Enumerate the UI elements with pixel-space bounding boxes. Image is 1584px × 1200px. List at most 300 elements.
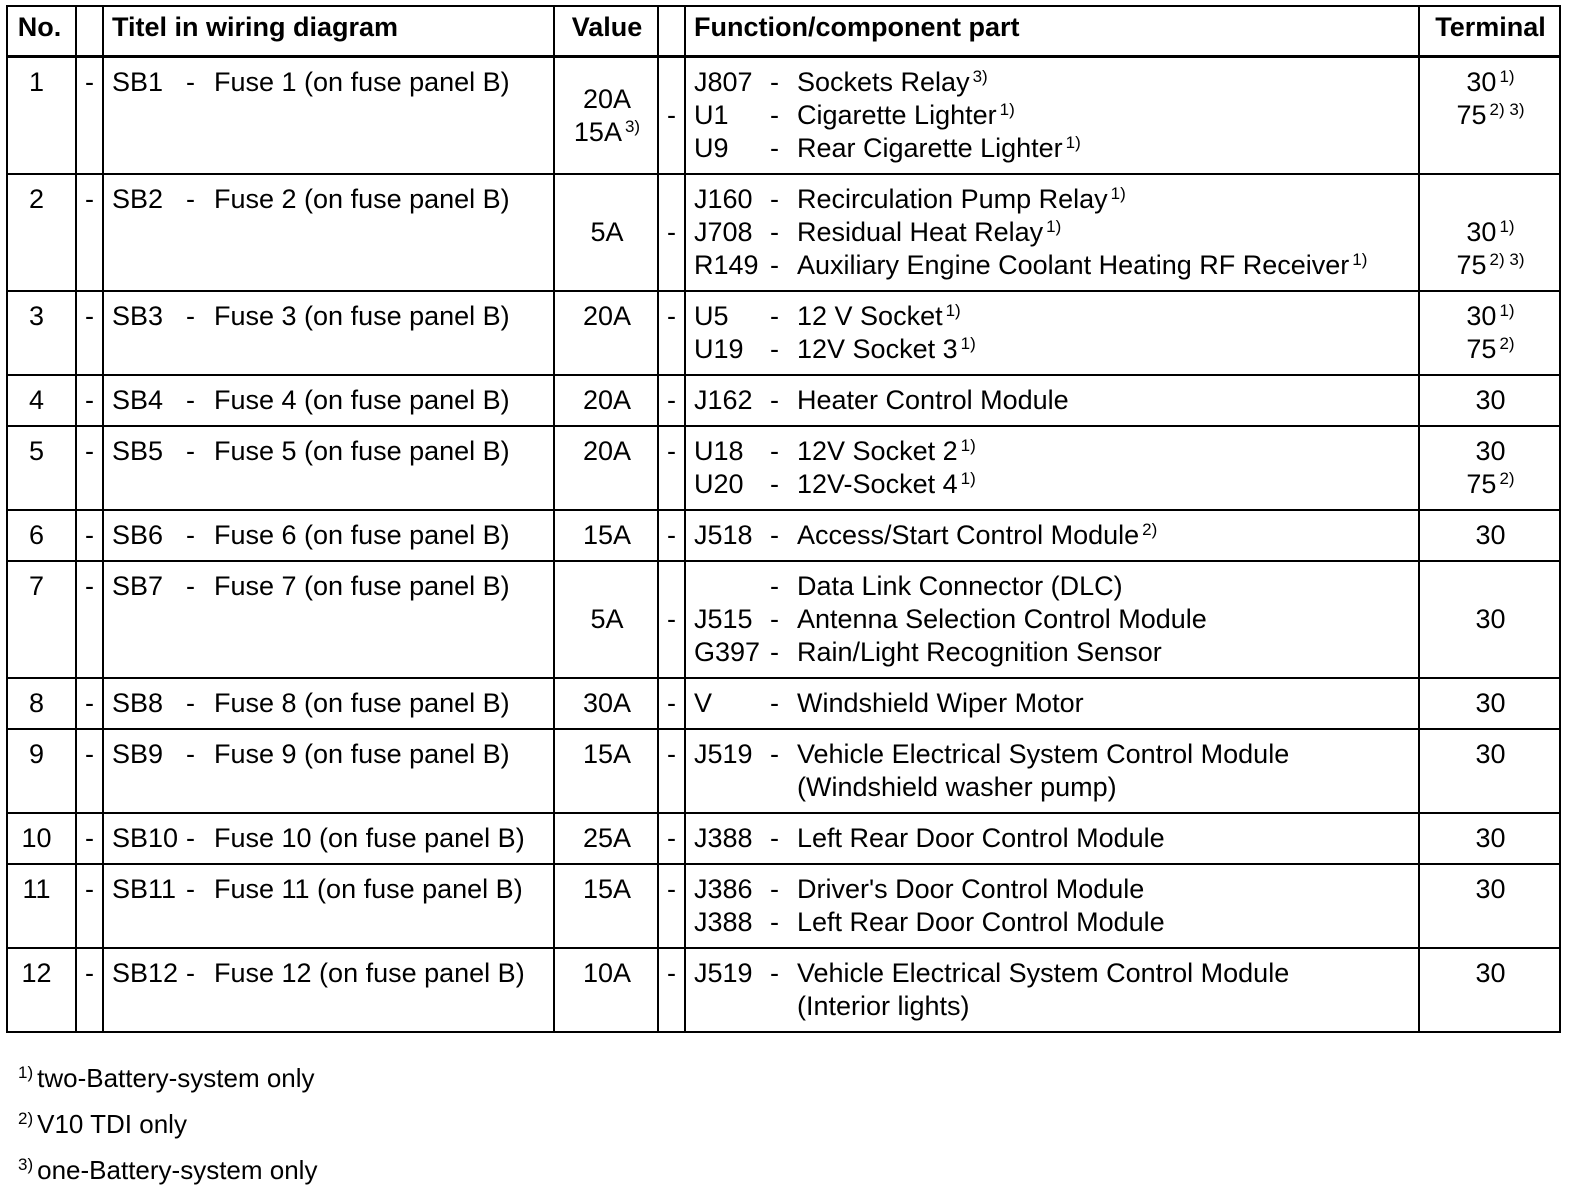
- component-code: U9: [694, 133, 729, 163]
- fuse-code: SB4: [112, 385, 164, 415]
- table-row: [7, 291, 1560, 375]
- component-list: [685, 678, 1419, 729]
- component-line: [694, 333, 1412, 366]
- terminal-line: [1428, 738, 1553, 771]
- component-name: 12 V Socket: [797, 301, 943, 331]
- component-code: U5: [694, 301, 729, 331]
- fuse-code: SB6: [112, 520, 164, 550]
- fuse-number: 3: [7, 291, 76, 375]
- separator-dash: -: [770, 907, 779, 937]
- component-list: [685, 864, 1419, 948]
- terminal-line: [1428, 333, 1553, 366]
- component-note: 1): [1352, 250, 1368, 269]
- fuse-code: SB8: [112, 688, 164, 718]
- component-name: Rear Cigarette Lighter: [797, 133, 1063, 163]
- fuse-title: [103, 864, 554, 948]
- table-row: [7, 813, 1560, 864]
- separator-dash: -: [658, 174, 685, 291]
- fuse-description: Fuse 12 (on fuse panel B): [214, 958, 525, 988]
- component-name: Left Rear Door Control Module: [797, 907, 1165, 937]
- component-note: 1): [960, 469, 976, 488]
- fuse-code: SB1: [112, 67, 164, 97]
- footnote-text: one-Battery-system only: [37, 1155, 318, 1185]
- component-note: 1): [1046, 217, 1062, 236]
- separator-dash: -: [658, 948, 685, 1032]
- component-name: Sockets Relay: [797, 67, 970, 97]
- component-code: J518: [694, 520, 753, 550]
- component-line: [694, 183, 1412, 216]
- terminal-text: 30: [1466, 301, 1497, 331]
- terminal-line: [1428, 603, 1553, 636]
- component-line: [694, 132, 1412, 165]
- component-code: J519: [694, 958, 753, 988]
- component-line: [694, 636, 1412, 669]
- value-text: 20A: [582, 83, 632, 114]
- separator-dash: -: [770, 637, 779, 667]
- separator-dash: -: [658, 561, 685, 678]
- footnote: [18, 1101, 317, 1147]
- value-line: [563, 435, 651, 468]
- separator-dash: -: [76, 561, 103, 678]
- component-line: [694, 957, 1412, 990]
- fuse-description: Fuse 3 (on fuse panel B): [214, 301, 510, 331]
- footnote: [18, 1055, 317, 1101]
- value-text: 10A: [582, 958, 632, 988]
- terminal-note: 1): [1499, 217, 1515, 236]
- component-name: Driver's Door Control Module: [797, 874, 1145, 904]
- terminal: [1419, 57, 1560, 175]
- fuse-value: [554, 561, 658, 678]
- terminal-line: [1428, 99, 1553, 132]
- terminal: [1419, 948, 1560, 1032]
- table-row: [7, 510, 1560, 561]
- fuse-title: [103, 174, 554, 291]
- terminal: [1419, 813, 1560, 864]
- fuse-title: [103, 561, 554, 678]
- component-name: Cigarette Lighter: [797, 100, 997, 130]
- header-title: Titel in wiring diagram: [103, 6, 554, 57]
- component-note: 1): [1065, 133, 1081, 152]
- component-list: [685, 561, 1419, 678]
- separator-dash: -: [770, 100, 779, 130]
- table-row: [7, 174, 1560, 291]
- component-note: 1): [960, 334, 976, 353]
- value-line: [563, 957, 651, 990]
- component-line: [694, 99, 1412, 132]
- value-text: 30A: [582, 688, 632, 718]
- separator-dash: -: [186, 739, 195, 769]
- value-text: 15A: [582, 739, 632, 769]
- separator-dash: -: [770, 823, 779, 853]
- component-code: J160: [694, 184, 753, 214]
- fuse-value: [554, 426, 658, 510]
- separator-dash: -: [770, 688, 779, 718]
- separator-dash: -: [186, 436, 195, 466]
- separator-dash: -: [76, 174, 103, 291]
- fuse-description: Fuse 4 (on fuse panel B): [214, 385, 510, 415]
- footnotes: [18, 1055, 317, 1193]
- header-value: Value: [554, 6, 658, 57]
- value-note: 3): [624, 116, 641, 136]
- component-note: 3): [972, 67, 988, 86]
- terminal: [1419, 561, 1560, 678]
- fuse-value: [554, 375, 658, 426]
- separator-dash: -: [76, 948, 103, 1032]
- terminal-line: [1428, 216, 1553, 249]
- fuse-description: Fuse 6 (on fuse panel B): [214, 520, 510, 550]
- separator-dash: -: [770, 217, 779, 247]
- component-code: J708: [694, 217, 753, 247]
- separator-dash: -: [186, 571, 195, 601]
- terminal: [1419, 729, 1560, 813]
- separator-dash: -: [186, 688, 195, 718]
- component-name: 12V Socket 2: [797, 436, 958, 466]
- fuse-title: [103, 510, 554, 561]
- component-name: Vehicle Electrical System Control Module: [797, 958, 1290, 988]
- footnote: [18, 1147, 317, 1193]
- component-code: J519: [694, 739, 753, 769]
- fuse-title: [103, 375, 554, 426]
- fuse-title: [103, 948, 554, 1032]
- terminal-text: 75: [1466, 469, 1497, 499]
- component-line: [694, 216, 1412, 249]
- value-text: 15A: [573, 116, 622, 147]
- component-line: [694, 384, 1412, 417]
- value-text: 25A: [582, 823, 632, 853]
- table-header-row: [7, 6, 1560, 57]
- table-row: [7, 426, 1560, 510]
- fuse-number: 9: [7, 729, 76, 813]
- fuse-description: Fuse 7 (on fuse panel B): [214, 571, 510, 601]
- fuse-title: [103, 729, 554, 813]
- terminal-note: 2) 3): [1489, 250, 1525, 269]
- fuse-number: 12: [7, 948, 76, 1032]
- fuse-code: SB12: [112, 958, 179, 988]
- component-line: [694, 570, 1412, 603]
- component-list: [685, 813, 1419, 864]
- separator-dash: -: [770, 334, 779, 364]
- header-spacer: [76, 6, 103, 57]
- component-name: Recirculation Pump Relay: [797, 184, 1108, 214]
- separator-dash: -: [658, 678, 685, 729]
- terminal-line: [1428, 384, 1553, 417]
- component-line: [694, 687, 1412, 720]
- separator-dash: -: [770, 739, 779, 769]
- separator-dash: -: [76, 678, 103, 729]
- component-list: [685, 948, 1419, 1032]
- fuse-code: SB9: [112, 739, 164, 769]
- fuse-description: Fuse 11 (on fuse panel B): [214, 874, 523, 904]
- component-code: U20: [694, 469, 744, 499]
- fuse-title: [103, 291, 554, 375]
- component-code: R149: [694, 250, 759, 280]
- fuse-number: 5: [7, 426, 76, 510]
- separator-dash: -: [770, 250, 779, 280]
- component-code: U1: [694, 100, 729, 130]
- table-row: [7, 561, 1560, 678]
- terminal-line: [1428, 249, 1553, 282]
- component-list: [685, 291, 1419, 375]
- separator-dash: -: [76, 813, 103, 864]
- fuse-description: Fuse 8 (on fuse panel B): [214, 688, 510, 718]
- separator-dash: -: [76, 510, 103, 561]
- value-line: [563, 687, 651, 720]
- table-body: [7, 57, 1560, 1033]
- value-line: [563, 603, 651, 636]
- component-list: [685, 510, 1419, 561]
- component-note: 2): [1142, 520, 1158, 539]
- footnote-text: V10 TDI only: [37, 1109, 187, 1139]
- component-name: Auxiliary Engine Coolant Heating RF Receiver: [797, 250, 1350, 280]
- separator-dash: -: [76, 375, 103, 426]
- separator-dash: -: [76, 291, 103, 375]
- fuse-title: [103, 813, 554, 864]
- component-line: [694, 771, 1412, 804]
- separator-dash: -: [658, 813, 685, 864]
- component-name: 12V Socket 3: [797, 334, 958, 364]
- fuse-value: [554, 948, 658, 1032]
- fuse-description: Fuse 10 (on fuse panel B): [214, 823, 525, 853]
- value-line: [563, 116, 651, 149]
- value-line: [563, 384, 651, 417]
- table-row: [7, 729, 1560, 813]
- terminal-text: 30: [1475, 958, 1506, 988]
- separator-dash: -: [770, 604, 779, 634]
- separator-dash: -: [658, 510, 685, 561]
- fuse-code: SB10: [112, 823, 179, 853]
- fuse-number: 1: [7, 57, 76, 175]
- component-name: Access/Start Control Module: [797, 520, 1140, 550]
- value-text: 15A: [582, 874, 632, 904]
- separator-dash: -: [186, 184, 195, 214]
- component-name: (Interior lights): [797, 991, 970, 1021]
- component-code: J388: [694, 823, 753, 853]
- separator-dash: -: [770, 469, 779, 499]
- component-line: [694, 300, 1412, 333]
- separator-dash: -: [770, 571, 779, 601]
- component-line: [694, 603, 1412, 636]
- fuse-code: SB2: [112, 184, 164, 214]
- component-line: [694, 822, 1412, 855]
- table-row: [7, 57, 1560, 175]
- component-note: 1): [999, 100, 1015, 119]
- fuse-description: Fuse 2 (on fuse panel B): [214, 184, 510, 214]
- table-row: [7, 375, 1560, 426]
- fuse-description: Fuse 1 (on fuse panel B): [214, 67, 510, 97]
- value-line: [563, 300, 651, 333]
- fuse-title: [103, 57, 554, 175]
- terminal-text: 30: [1475, 739, 1506, 769]
- component-line: [694, 990, 1412, 1023]
- terminal: [1419, 678, 1560, 729]
- fuse-number: 2: [7, 174, 76, 291]
- separator-dash: -: [658, 864, 685, 948]
- component-name: Rain/Light Recognition Sensor: [797, 637, 1162, 667]
- terminal-text: 30: [1475, 436, 1506, 466]
- component-line: [694, 435, 1412, 468]
- component-line: [694, 519, 1412, 552]
- table-row: [7, 678, 1560, 729]
- fuse-code: SB5: [112, 436, 164, 466]
- fuse-number: 7: [7, 561, 76, 678]
- value-line: [563, 83, 651, 116]
- separator-dash: -: [770, 958, 779, 988]
- terminal: [1419, 426, 1560, 510]
- fuse-description: Fuse 5 (on fuse panel B): [214, 436, 510, 466]
- terminal: [1419, 864, 1560, 948]
- component-note: 1): [1110, 184, 1126, 203]
- header-function: Function/component part: [685, 6, 1419, 57]
- header-no: No.: [7, 6, 76, 57]
- separator-dash: -: [658, 291, 685, 375]
- fuse-value: [554, 813, 658, 864]
- separator-dash: -: [186, 301, 195, 331]
- fuse-number: 10: [7, 813, 76, 864]
- component-code: J515: [694, 604, 753, 634]
- separator-dash: -: [76, 426, 103, 510]
- separator-dash: -: [770, 301, 779, 331]
- fuse-code: SB11: [112, 874, 177, 904]
- fuse-table: [6, 5, 1561, 1033]
- fuse-number: 4: [7, 375, 76, 426]
- component-name: Antenna Selection Control Module: [797, 604, 1207, 634]
- component-note: 1): [960, 436, 976, 455]
- separator-dash: -: [770, 67, 779, 97]
- separator-dash: -: [770, 436, 779, 466]
- separator-dash: -: [76, 864, 103, 948]
- component-code: U19: [694, 334, 744, 364]
- terminal-line: [1428, 66, 1553, 99]
- fuse-value: [554, 678, 658, 729]
- separator-dash: -: [770, 520, 779, 550]
- component-name: Windshield Wiper Motor: [797, 688, 1084, 718]
- component-line: [694, 873, 1412, 906]
- footnote-mark: 2): [18, 1109, 34, 1128]
- terminal-text: 30: [1466, 217, 1497, 247]
- fuse-value: [554, 864, 658, 948]
- fuse-number: 6: [7, 510, 76, 561]
- fuse-description: Fuse 9 (on fuse panel B): [214, 739, 510, 769]
- value-text: 20A: [582, 436, 632, 466]
- terminal-text: 30: [1475, 520, 1506, 550]
- fuse-title: [103, 678, 554, 729]
- terminal-line: [1428, 300, 1553, 333]
- component-code: J807: [694, 67, 753, 97]
- component-code: J386: [694, 874, 753, 904]
- terminal-text: 75: [1456, 250, 1487, 280]
- terminal-note: 1): [1499, 67, 1515, 86]
- separator-dash: -: [770, 874, 779, 904]
- component-list: [685, 426, 1419, 510]
- terminal-line: [1428, 519, 1553, 552]
- header-spacer: [658, 6, 685, 57]
- component-line: [694, 468, 1412, 501]
- separator-dash: -: [658, 375, 685, 426]
- terminal-line: [1428, 873, 1553, 906]
- separator-dash: -: [186, 958, 195, 988]
- value-text: 20A: [582, 301, 632, 331]
- terminal-text: 30: [1475, 823, 1506, 853]
- component-name: (Windshield washer pump): [797, 772, 1117, 802]
- fuse-number: 8: [7, 678, 76, 729]
- component-note: 1): [945, 301, 961, 320]
- value-text: 5A: [590, 217, 624, 247]
- component-line: [694, 906, 1412, 939]
- fuse-value: [554, 291, 658, 375]
- component-line: [694, 738, 1412, 771]
- separator-dash: -: [770, 133, 779, 163]
- separator-dash: -: [186, 520, 195, 550]
- footnote-text: two-Battery-system only: [37, 1063, 315, 1093]
- fuse-value: [554, 174, 658, 291]
- table-row: [7, 948, 1560, 1032]
- terminal-text: 75: [1456, 100, 1487, 130]
- component-list: [685, 729, 1419, 813]
- table-row: [7, 864, 1560, 948]
- separator-dash: -: [186, 874, 195, 904]
- footnote-mark: 1): [18, 1063, 34, 1082]
- terminal-text: 30: [1466, 67, 1497, 97]
- terminal-line: [1428, 822, 1553, 855]
- terminal-note: 2) 3): [1489, 100, 1525, 119]
- terminal: [1419, 510, 1560, 561]
- separator-dash: -: [658, 426, 685, 510]
- terminal: [1419, 174, 1560, 291]
- component-code: V: [694, 688, 713, 718]
- fuse-value: [554, 510, 658, 561]
- header-terminal: Terminal: [1419, 6, 1560, 57]
- component-name: Heater Control Module: [797, 385, 1069, 415]
- terminal-line: [1428, 468, 1553, 501]
- terminal-text: 75: [1466, 334, 1497, 364]
- component-code: G397: [694, 637, 761, 667]
- terminal-line: [1428, 957, 1553, 990]
- fuse-number: 11: [7, 864, 76, 948]
- terminal-text: 30: [1475, 604, 1506, 634]
- terminal-text: 30: [1475, 874, 1506, 904]
- component-line: [694, 66, 1412, 99]
- component-line: [694, 249, 1412, 282]
- fuse-value: [554, 729, 658, 813]
- component-list: [685, 174, 1419, 291]
- separator-dash: -: [76, 729, 103, 813]
- separator-dash: -: [770, 184, 779, 214]
- fuse-value: [554, 57, 658, 175]
- terminal-text: 30: [1475, 385, 1506, 415]
- terminal-note: 2): [1499, 334, 1515, 353]
- component-name: Vehicle Electrical System Control Module: [797, 739, 1290, 769]
- value-text: 20A: [582, 385, 632, 415]
- value-line: [563, 738, 651, 771]
- value-line: [563, 822, 651, 855]
- footnote-mark: 3): [18, 1155, 34, 1174]
- separator-dash: -: [186, 67, 195, 97]
- component-code: J162: [694, 385, 753, 415]
- separator-dash: -: [76, 57, 103, 175]
- component-list: [685, 375, 1419, 426]
- fuse-title: [103, 426, 554, 510]
- value-line: [563, 519, 651, 552]
- value-line: [563, 873, 651, 906]
- value-text: 5A: [590, 604, 624, 634]
- separator-dash: -: [658, 729, 685, 813]
- component-code: J388: [694, 907, 753, 937]
- terminal: [1419, 375, 1560, 426]
- component-list: [685, 57, 1419, 175]
- separator-dash: -: [186, 385, 195, 415]
- value-line: [563, 216, 651, 249]
- terminal-line: [1428, 687, 1553, 720]
